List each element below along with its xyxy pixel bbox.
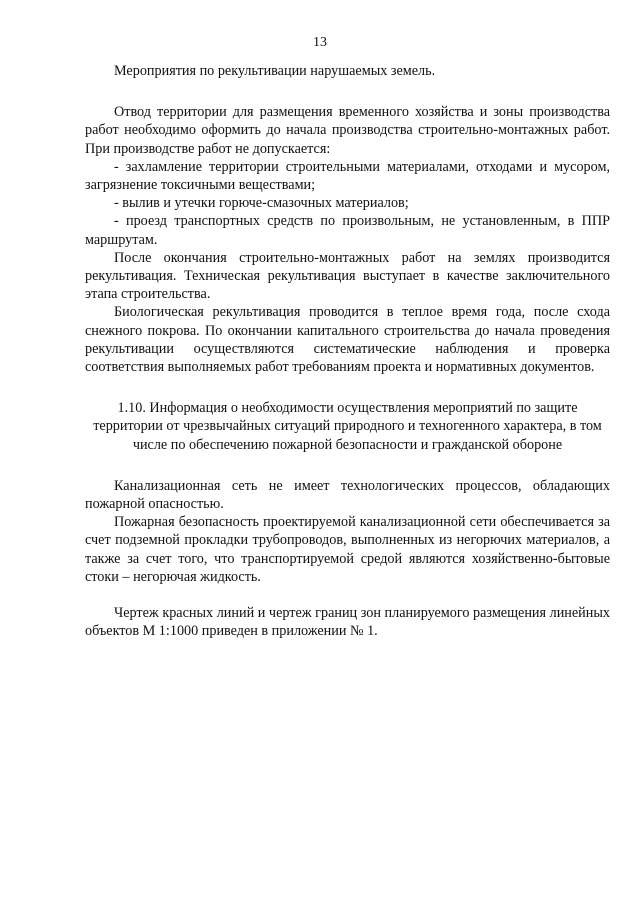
page-number: 13 [313,35,327,50]
section-heading-1-10: 1.10. Информация о необходимости осуществления мероприятий по защите территории от чрезвычайных ситуаций природного и техногенного характера, в том числе по обеспечению пожарной безопасности и гражданской обороне [93,400,602,453]
spacer [85,454,610,477]
paragraph-biological-reclamation: Биологическая рекультивация проводится в теплое время года, после схода снежного покрова. По окончании капитального строительства до начала проведения рекультивации осуществляются систематические наблюдения и проверка соответствия выполняемых работ требованиям проекта и нормативных документов. [85,304,610,376]
spacer [85,586,610,604]
list-item-littering: - захламление территории строительными материалами, отходами и мусором, загрязнение токсичными веществами; [85,158,610,194]
paragraph-fire-safety: Пожарная безопасность проектируемой канализационной сети обеспечивается за счет подземной прокладки трубопроводов, выполненных из негорючих материалов, а также за счет того, что транспортируемой средой являются хозяйственно-бытовые стоки – негорючая жидкость. [85,514,610,585]
section-title: Мероприятия по рекультивации нарушаемых земель. [114,63,436,79]
paragraph-allotment: Отвод территории для размещения временного хозяйства и зоны производства работ необходимо оформить до начала производства строительно-монтажных работ. При производстве работ не допускается: [85,104,610,157]
paragraph-sewer-network: Канализационная сеть не имеет технологических процессов, обладающих пожарной опасностью. [85,477,610,513]
spacer [85,80,610,103]
list-item-vehicle-routes: - проезд транспортных средств по произвольным, не установленным, в ППР маршрутам. [85,213,610,248]
paragraph-technical-reclamation: После окончания строительно-монтажных работ на землях производится рекультивация. Техническая рекультивация выступает в качестве заключительного этапа строительства. [85,249,610,303]
spacer [85,376,610,399]
page-content [85,62,610,640]
paragraph-drawings-reference: Чертеж красных линий и чертеж границ зон планируемого размещения линейных объектов М 1:1000 приведен в приложении № 1. [85,605,610,640]
list-item-fuel-spills: - вылив и утечки горюче-смазочных материалов; [114,195,409,212]
